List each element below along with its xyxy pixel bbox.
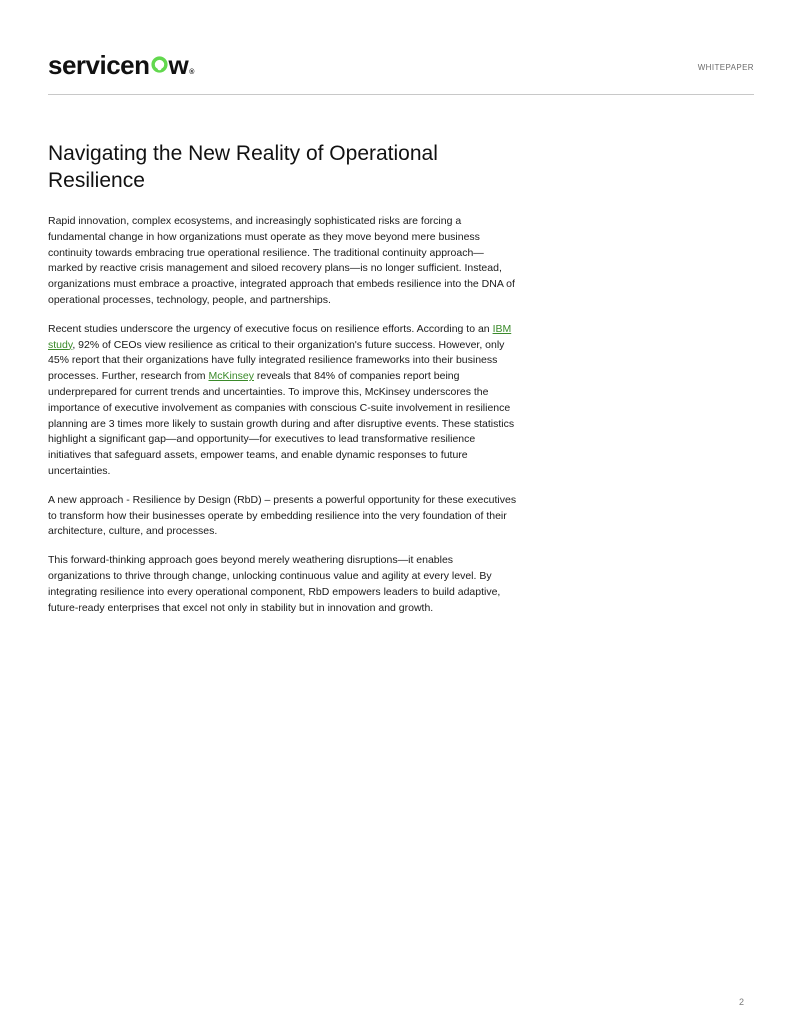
rbd-paragraph: A new approach - Resilience by Design (RbD) – presents a powerful opportunity for these executives to transform how their businesses operate by embedding resilience into the very foundation of their architecture, culture, and processes. — [48, 493, 517, 538]
trademark-mark: ® — [189, 69, 195, 76]
page-number: 2 — [738, 997, 744, 1007]
mckinsey-link[interactable]: McKinsey — [208, 370, 254, 383]
logo-o-icon — [151, 56, 168, 73]
article-body — [48, 140, 518, 629]
statistics-text-3: reveals that 84% of companies report being underprepared for current trends and uncertainties. To improve this, McKinsey underscores the importance of executive involvement as companies with conscious C-suite involvement in resilience planning are 3 times more likely to sustain growth during and after disruptive events. These statistics highlight a significant gap—and opportunity—for executives to lead transformative resilience initiatives that safeguard assets, empower teams, and enable dynamic responses to future uncertainties. — [48, 370, 515, 477]
statistics-text-2: , 92% of CEOs view resilience as critical to their organization's future success. However, only 45% report that their organizations have fully integrated resilience frameworks into their business processes. Further, research from — [48, 338, 505, 383]
statistics-text-1: Recent studies underscore the urgency of executive focus on resilience efforts. According to an — [48, 322, 493, 335]
document-type-label: WHITEPAPER — [697, 63, 754, 72]
intro-paragraph: Rapid innovation, complex ecosystems, and increasingly sophisticated risks are forcing a fundamental change in how organizations must operate as they move beyond mere business continuity towards embracing true operational resilience. The traditional continuity approach—marked by reactive crisis management and siloed recovery plans—is no longer sufficient. Instead, organizations must embrace a proactive, integrated approach that embeds resilience into the DNA of operational processes, technology, people, and partnerships. — [48, 215, 515, 306]
page-title: Navigating the New Reality of Operational Resilience — [48, 142, 438, 192]
logo-wordmark: servicen w — [48, 50, 189, 80]
servicenow-logo[interactable] — [48, 48, 194, 78]
ibm-study-link[interactable]: IBM study — [48, 322, 512, 351]
page-header — [48, 48, 754, 95]
statistics-paragraph — [48, 322, 518, 480]
approach-paragraph: This forward-thinking approach goes beyond merely weathering disruptions—it enables organizations to thrive through change, unlocking continuous value and agility at every level. By integrating resilience into every operational component, RbD empowers leaders to build adaptive, future-ready enterprises that excel not only in stability but in innovation and growth. — [48, 554, 501, 614]
